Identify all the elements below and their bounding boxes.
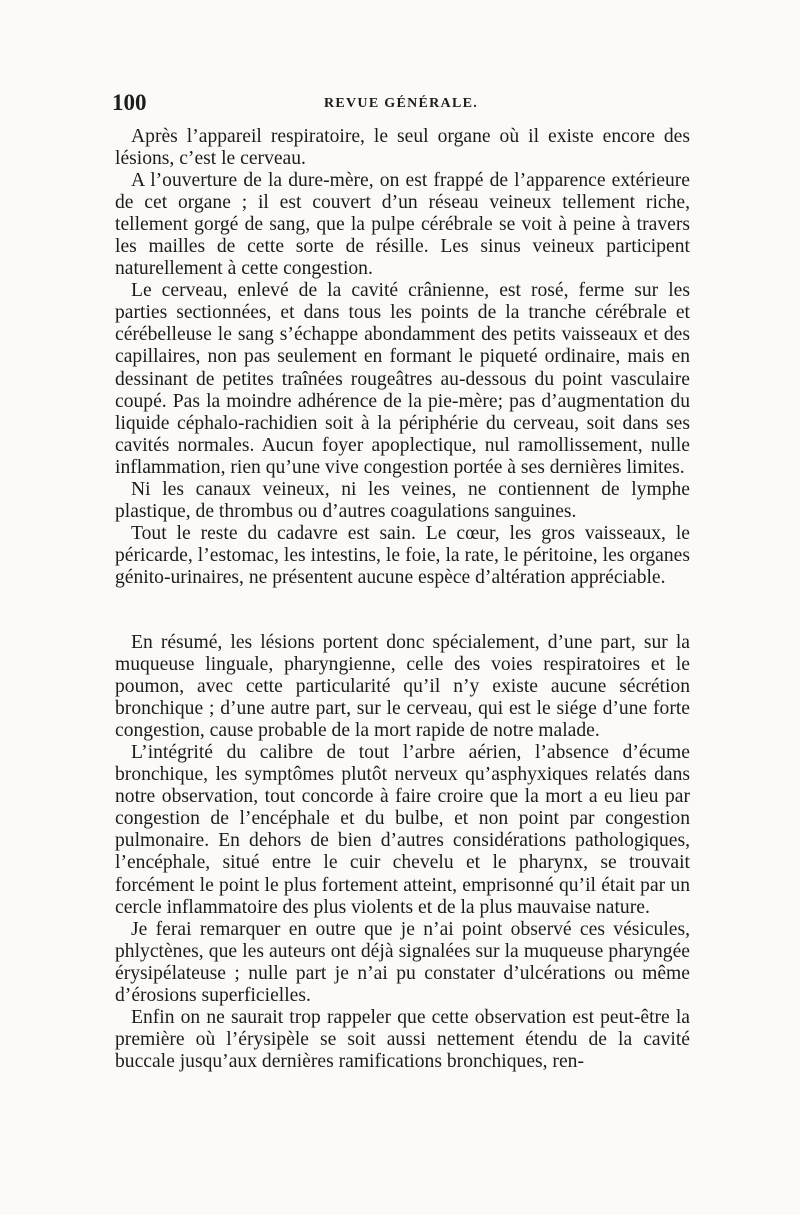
page-header <box>112 90 690 120</box>
paragraph: Je ferai remarquer en outre que je n’ai point observé ces vésicules, phlyctènes, que les auteurs ont déjà signalées sur la muqueuse pharyngée érysipélateuse ; nulle part je n’ai pu constater d’ulcérations ou même d’érosions superficielles. <box>115 918 690 1006</box>
paragraph: Après l’appareil respiratoire, le seul organe où il existe encore des lésions, c’est le cerveau. <box>115 126 690 170</box>
paragraph: Enfin on ne saurait trop rappeler que cette observation est peut-être la première où l’érysipèle se soit aussi nettement étendu de la cavité buccale jusqu’aux dernières ramifications bronchiques, ren- <box>115 1006 690 1072</box>
paragraph: A l’ouverture de la dure-mère, on est frappé de l’apparence extérieure de cet organe ; il est couvert d’un réseau veineux tellement riche, tellement gorgé de sang, que la pulpe cérébrale se voit à peine à travers les mailles de cette sorte de résille. Les sinus veineux participent naturellement à cette congestion. <box>115 170 690 280</box>
page-number: 100 <box>112 90 147 115</box>
paragraph: Ni les canaux veineux, ni les veines, ne contiennent de lymphe plastique, de thrombus ou d’autres coagulations sanguines. <box>115 478 690 522</box>
body-text <box>115 126 690 1073</box>
paragraph: Le cerveau, enlevé de la cavité crânienne, est rosé, ferme sur les parties sectionnées, et dans tous les points de la tranche cérébrale et cérébelleuse le sang s’échappe abondamment des petits vaisseaux et des capillaires, non pas seulement en formant le piqueté ordinaire, mais en dessinant de petites traînées rougeâtres au-dessous du point vasculaire coupé. Pas la moindre adhérence de la pie-mère; pas d’augmentation du liquide céphalo-rachidien soit à la périphérie du cerveau, soit dans ses cavités normales. Aucun foyer apoplectique, nul ramollissement, nulle inflammation, rien qu’une vive congestion portée à ses dernières limites. <box>115 280 690 478</box>
paragraph: En résumé, les lésions portent donc spécialement, d’une part, sur la muqueuse linguale, pharyngienne, celle des voies respiratoires et le poumon, avec cette particularité qu’il n’y existe aucune sécrétion bronchique ; d’une autre part, sur le cerveau, qui est le siége d’une forte congestion, cause probable de la mort rapide de notre malade. <box>115 631 690 742</box>
running-title: REVUE GÉNÉRALE. <box>323 96 479 111</box>
paragraph: L’intégrité du calibre de tout l’arbre aérien, l’absence d’écume bronchique, les symptômes plutôt nerveux qu’asphyxiques relatés dans notre observation, tout concorde à faire croire que la mort a eu lieu par congestion de l’encéphale et du bulbe, et non point par congestion pulmonaire. En dehors de bien d’autres considérations pathologiques, l’encéphale, situé entre le cuir chevelu et le pharynx, se trouvait forcément le point le plus fortement atteint, emprisonné qu’il était par un cercle inflammatoire des plus violents et de la plus mauvaise nature. <box>115 742 690 918</box>
paragraph: Tout le reste du cadavre est sain. Le cœur, les gros vaisseaux, le péricarde, l’estomac, les intestins, le foie, la rate, le péritoine, les organes génito-urinaires, ne présentent aucune espèce d’altération appréciable. <box>115 522 690 588</box>
